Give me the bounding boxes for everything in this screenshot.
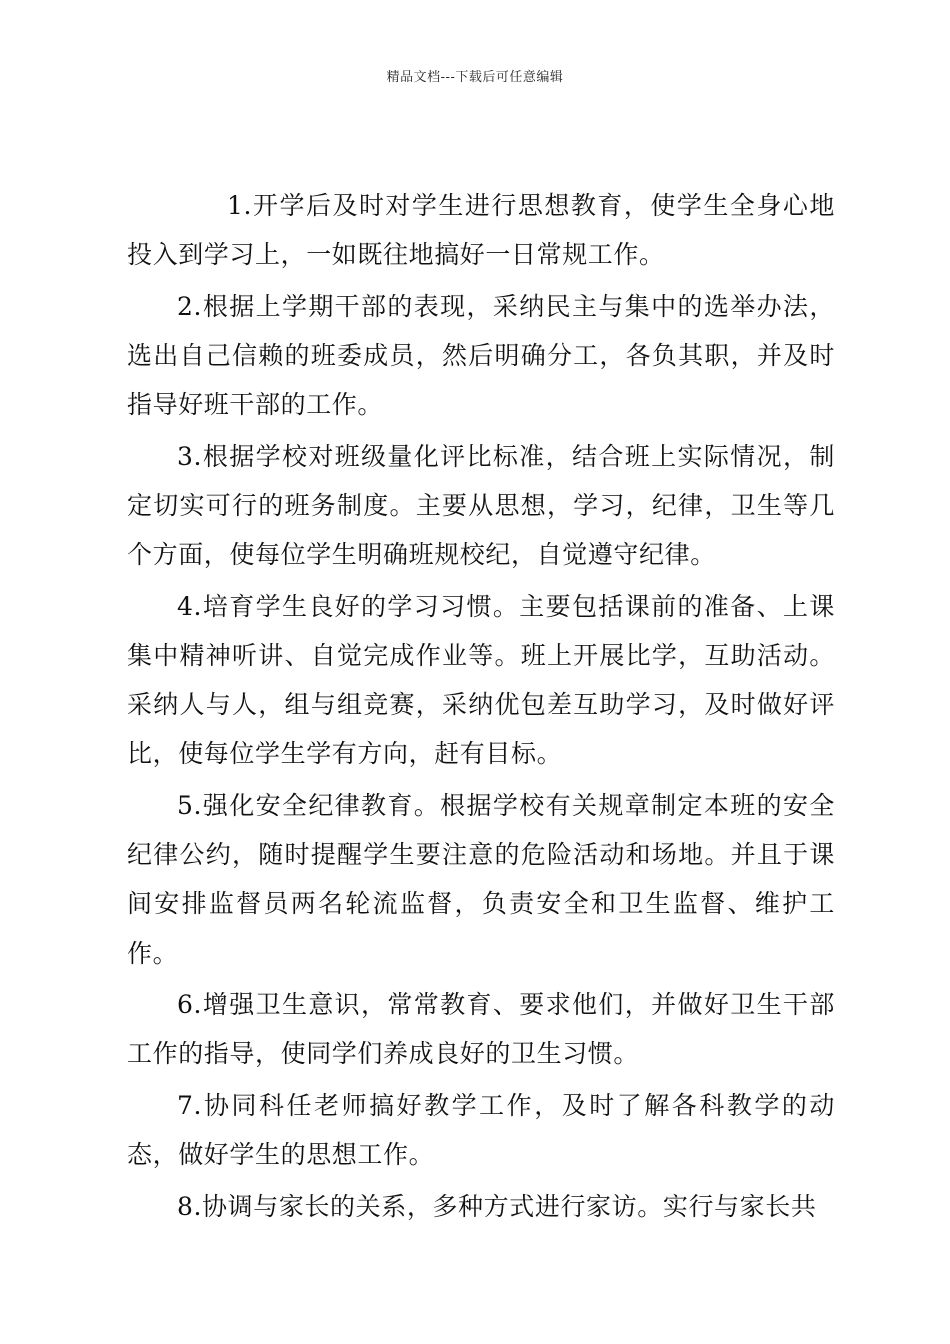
page-header: 精品文档---下载后可任意编辑 — [386, 70, 564, 85]
paragraph-6: 6.增强卫生意识，常常教育、要求他们，并做好卫生干部工作的指导，使同学们养成良好的卫生习惯。 — [127, 990, 835, 1069]
paragraph-2: 2.根据上学期干部的表现，采纳民主与集中的选举办法，选出自己信赖的班委成员，然后明确分工，各负其职，并及时指导好班干部的工作。 — [127, 291, 835, 420]
document-body — [127, 181, 835, 1231]
paragraph-5: 5.强化安全纪律教育。根据学校有关规章制定本班的安全纪律公约，随时提醒学生要注意的危险活动和场地。并且于课间安排监督员两名轮流监督，负责安全和卫生监督、维护工作。 — [127, 791, 835, 968]
paragraph-1: 1.开学后及时对学生进行思想教育，使学生全身心地投入到学习上，一如既往地搞好一日常规工作。 — [127, 191, 835, 270]
paragraph-7: 7.协同科任老师搞好教学工作，及时了解各科教学的动态，做好学生的思想工作。 — [127, 1091, 835, 1170]
paragraph-8: 8.协调与家长的关系，多种方式进行家访。实行与家长共 — [177, 1191, 817, 1221]
paragraph-4: 4.培育学生良好的学习习惯。主要包括课前的准备、上课集中精神听讲、自觉完成作业等。班上开展比学，互助活动。采纳人与人，组与组竞赛，采纳优包差互助学习，及时做好评比，使每位学生学有方向，赶有目标。 — [127, 591, 835, 769]
paragraph-3: 3.根据学校对班级量化评比标准，结合班上实际情况，制定切实可行的班务制度。主要从思想，学习，纪律，卫生等几个方面，使每位学生明确班规校纪，自觉遵守纪律。 — [127, 441, 835, 570]
